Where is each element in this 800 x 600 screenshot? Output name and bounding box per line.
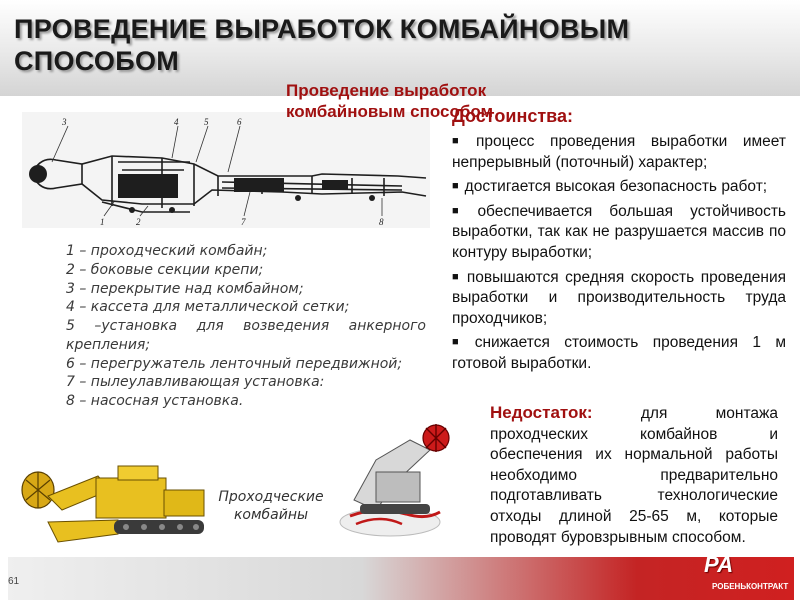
slide-title: ПРОВЕДЕНИЕ ВЫРАБОТОК КОМБАЙНОВЫМ СПОСОБОМ bbox=[14, 14, 630, 76]
footer-bar bbox=[8, 557, 794, 600]
yellow-combine-photo bbox=[18, 450, 214, 550]
advantages-list bbox=[452, 132, 786, 379]
square-bullet-icon: ■ bbox=[452, 180, 459, 193]
callout-1: 1 bbox=[100, 217, 105, 227]
disadvantage-text: для монтажа проходческих комбайнов и обеспечения их нормальной работы необходимо предварительно подготавливать технологические отходы длиной 25-65 м, которые проводят буровзрывным способом. bbox=[490, 405, 778, 546]
callout-8: 8 bbox=[379, 217, 384, 227]
combine-schematic-drawing bbox=[22, 112, 430, 228]
advantage-item: ■ повышаются средняя скорость проведения выработки и производительность труда проходчиков; bbox=[452, 268, 786, 327]
legend-item: 8 – насосная установка. bbox=[66, 393, 244, 409]
disadvantage-heading: Недостаток: bbox=[490, 403, 593, 422]
advantage-item: ■ снижается стоимость проведения 1 м готовой выработки. bbox=[452, 334, 786, 373]
callout-5: 5 bbox=[204, 117, 209, 127]
photo-caption: Проходческие комбайны bbox=[218, 489, 324, 524]
disadvantage-paragraph bbox=[490, 402, 778, 548]
square-bullet-icon: ■ bbox=[452, 336, 469, 349]
legend-item: 1 – проходческий комбайн; bbox=[66, 243, 268, 259]
legend-item: 7 – пылеулавливающая установка: bbox=[66, 374, 325, 391]
advantage-item: ■ достигается высокая безопасность работ; bbox=[452, 178, 768, 196]
advantages-heading: Достоинства: bbox=[452, 106, 573, 126]
page-number: 61 bbox=[8, 576, 20, 587]
legend-item: 6 – перегружатель ленточный передвижной; bbox=[66, 355, 403, 372]
red-caption: Проведение выработок комбайновым способом bbox=[286, 81, 494, 122]
callout-7: 7 bbox=[241, 217, 246, 227]
square-bullet-icon: ■ bbox=[452, 270, 461, 283]
white-combine-photo bbox=[336, 420, 460, 542]
legend-item: 5 –установка для возведения анкерного крепления; bbox=[66, 318, 426, 353]
advantage-item: ■ процесс проведения выработки имеет непрерывный (поточный) характер; bbox=[452, 133, 786, 171]
legend-item: 2 – боковые секции крепи; bbox=[66, 261, 264, 278]
square-bullet-icon: ■ bbox=[452, 204, 472, 217]
callout-4: 4 bbox=[174, 117, 179, 127]
company-logo-mark: РА bbox=[704, 552, 734, 577]
callout-2: 2 bbox=[136, 217, 141, 227]
advantage-item: ■ обеспечивается большая устойчивость выработки, так как не разрушается массив по контуру выработки; bbox=[452, 202, 786, 262]
drawing-legend bbox=[66, 242, 426, 411]
callout-6: 6 bbox=[237, 117, 242, 127]
callout-3: 3 bbox=[62, 117, 67, 127]
legend-item: 3 – перекрытие над комбайном; bbox=[66, 280, 304, 297]
legend-item: 4 – кассета для металлической сетки; bbox=[66, 299, 350, 316]
company-logo-text: РОБЕНЬКОНТРАКТ bbox=[712, 582, 789, 591]
square-bullet-icon: ■ bbox=[452, 135, 470, 147]
